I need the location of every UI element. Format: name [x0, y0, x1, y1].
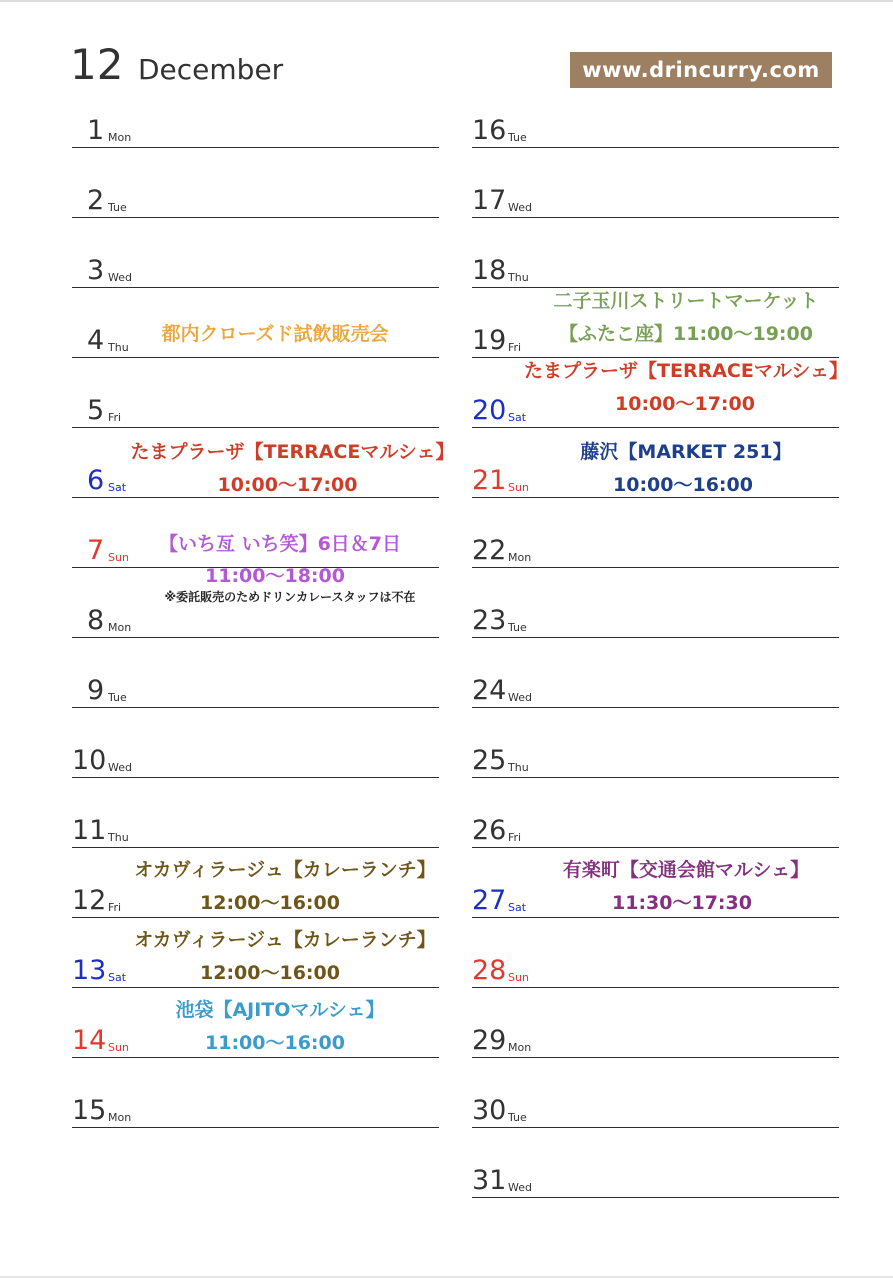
day-row-18: [472, 238, 839, 288]
event-time: 12:00〜16:00: [200, 892, 340, 914]
day-number: 1: [87, 115, 105, 146]
weekday-label: Mon: [108, 131, 132, 144]
event-title: 藤沢【MARKET 251】: [580, 441, 792, 463]
day-row-26: [472, 798, 839, 848]
day-number: 25: [472, 745, 507, 776]
day-number: 15: [72, 1095, 107, 1126]
event-title: 有楽町【交通会館マルシェ】: [562, 859, 810, 881]
top-border: [0, 0, 893, 2]
day-row-28: [472, 938, 839, 988]
day-number: 10: [72, 745, 107, 776]
weekday-label: Sun: [508, 481, 529, 494]
weekday-label: Wed: [108, 271, 132, 284]
event-title: 二子玉川ストリートマーケット: [553, 290, 819, 312]
weekday-label: Mon: [508, 551, 532, 564]
weekday-label: Wed: [508, 1181, 532, 1194]
day-number: 19: [472, 325, 507, 356]
day-number: 9: [87, 675, 105, 706]
day-number: 5: [87, 395, 105, 426]
weekday-label: Fri: [508, 341, 522, 354]
day-number: 18: [472, 255, 507, 286]
day-number: 23: [472, 605, 507, 636]
event-title: オカヴィラージュ【カレーランチ】: [134, 929, 436, 951]
day-number: 7: [87, 535, 105, 566]
website-badge[interactable]: www.drincurry.com: [570, 52, 832, 88]
event-dec-21: [530, 440, 842, 497]
event-time: 10:00〜16:00: [613, 474, 753, 496]
event-time: 11:00〜18:00: [205, 565, 345, 587]
weekday-label: Sat: [508, 901, 527, 914]
weekday-label: Mon: [508, 1041, 532, 1054]
day-row-1: [72, 98, 439, 148]
event-dec-13: [100, 928, 470, 985]
day-row-9: [72, 658, 439, 708]
day-row-3: [72, 238, 439, 288]
weekday-label: Tue: [508, 131, 527, 144]
day-row-29: [472, 1008, 839, 1058]
event-title: 池袋【AJITOマルシェ】: [175, 999, 385, 1021]
day-number: 3: [87, 255, 105, 286]
weekday-label: Thu: [108, 831, 129, 844]
event-dec-4: [130, 322, 420, 346]
day-row-2: [72, 168, 439, 218]
day-row-23: [472, 588, 839, 638]
event-time: 【ふたこ座】11:00〜19:00: [559, 323, 813, 345]
event-dec-27: [530, 858, 842, 915]
day-number: 29: [472, 1025, 507, 1056]
weekday-label: Thu: [508, 761, 529, 774]
day-number: 17: [472, 185, 507, 216]
day-number: 6: [87, 465, 105, 496]
weekday-label: Tue: [508, 621, 527, 634]
event-time: 10:00〜17:00: [217, 474, 358, 496]
event-dec-20: [500, 359, 872, 416]
weekday-label: Tue: [508, 1111, 527, 1124]
day-number: 16: [472, 115, 507, 146]
day-number: 12: [72, 885, 107, 916]
weekday-label: Wed: [508, 201, 532, 214]
day-row-5: [72, 378, 439, 428]
weekday-label: Sat: [108, 971, 127, 984]
day-row-22: [472, 518, 839, 568]
weekday-label: Fri: [508, 831, 522, 844]
event-note: ※委託販売のためドリンカレースタッフは不在: [164, 590, 416, 604]
event-dec-7: [120, 532, 440, 605]
day-number: 27: [472, 885, 507, 916]
event-dec-14: [130, 998, 430, 1055]
event-time: 11:00〜16:00: [205, 1032, 345, 1054]
event-time: 10:00〜17:00: [615, 393, 755, 415]
day-row-30: [472, 1078, 839, 1128]
event-time: 12:00〜16:00: [200, 962, 340, 984]
day-number: 30: [472, 1095, 507, 1126]
weekday-label: Sun: [108, 551, 129, 564]
weekday-label: Fri: [108, 411, 122, 424]
weekday-label: Thu: [108, 341, 129, 354]
day-number: 24: [472, 675, 507, 706]
day-number: 4: [87, 325, 105, 356]
day-row-10: [72, 728, 439, 778]
day-number: 20: [472, 395, 507, 426]
day-number: 8: [87, 605, 105, 636]
weekday-label: Thu: [508, 271, 529, 284]
event-dec-6: [100, 440, 485, 497]
weekday-label: Sun: [508, 971, 529, 984]
weekday-label: Tue: [108, 201, 127, 214]
day-row-24: [472, 658, 839, 708]
bottom-border: [0, 1276, 893, 1278]
day-number: 26: [472, 815, 507, 846]
weekday-label: Wed: [108, 761, 132, 774]
event-title: 【いち亙 いち笑】6日＆7日: [158, 533, 402, 555]
day-row-31: [472, 1148, 839, 1198]
day-number: 14: [72, 1025, 107, 1056]
event-title: たまプラーザ【TERRACEマルシェ】: [524, 360, 848, 382]
event-dec-12: [100, 858, 470, 915]
weekday-label: Wed: [508, 691, 532, 704]
month-number: 12: [70, 40, 124, 89]
day-number: 22: [472, 535, 507, 566]
weekday-label: Tue: [108, 691, 127, 704]
day-row-15: [72, 1078, 439, 1128]
weekday-label: Sun: [108, 1041, 129, 1054]
event-title: たまプラーザ【TERRACEマルシェ】: [130, 441, 455, 463]
event-dec-19: [530, 289, 842, 346]
day-number: 28: [472, 955, 507, 986]
day-row-16: [472, 98, 839, 148]
day-number: 31: [472, 1165, 507, 1196]
weekday-label: Mon: [108, 621, 132, 634]
day-number: 2: [87, 185, 105, 216]
event-title: 都内クローズド試飲販売会: [161, 323, 389, 345]
weekday-label: Mon: [108, 1111, 132, 1124]
day-row-17: [472, 168, 839, 218]
weekday-label: Fri: [108, 901, 122, 914]
day-row-11: [72, 798, 439, 848]
day-number: 13: [72, 955, 107, 986]
event-title: オカヴィラージュ【カレーランチ】: [134, 859, 436, 881]
event-time: 11:30〜17:30: [612, 892, 752, 914]
weekday-label: Sat: [508, 411, 527, 424]
day-row-25: [472, 728, 839, 778]
day-number: 21: [472, 465, 507, 496]
weekday-label: Sat: [108, 481, 127, 494]
day-number: 11: [72, 815, 107, 846]
month-name: December: [138, 53, 284, 86]
